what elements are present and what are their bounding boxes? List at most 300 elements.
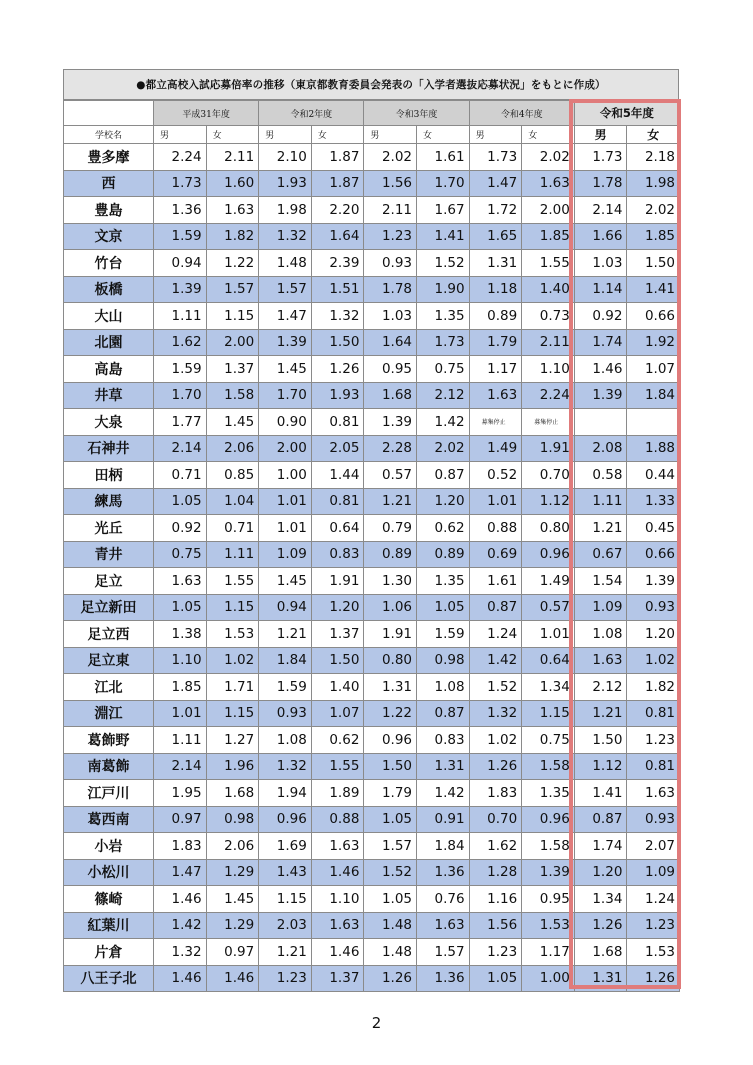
table-title: ●都立高校入試応募倍率の推移（東京都教育委員会発表の「入学者選抜応募状況」をもとに作成）: [63, 69, 679, 100]
male-ratio-cell: 1.83: [469, 780, 522, 807]
male-ratio-cell: 1.73: [154, 170, 207, 197]
table-row: [64, 435, 680, 462]
male-ratio-cell: 2.28: [364, 435, 417, 462]
female-ratio-cell: 1.55: [522, 250, 575, 277]
table-row: [64, 382, 680, 409]
male-header: 男: [364, 126, 417, 144]
female-ratio-cell: 2.02: [417, 435, 470, 462]
school-name-cell: 青井: [64, 541, 154, 568]
female-ratio-cell: 1.41: [627, 276, 680, 303]
female-ratio-cell: 1.58: [522, 833, 575, 860]
table-row: [64, 303, 680, 330]
female-ratio-cell: 1.39: [522, 859, 575, 886]
table-row: [64, 621, 680, 648]
male-ratio-cell: 0.90: [259, 409, 312, 436]
female-ratio-cell: 1.63: [311, 833, 364, 860]
female-ratio-cell: 1.34: [522, 674, 575, 701]
female-ratio-cell: 1.00: [522, 965, 575, 992]
female-ratio-cell: 1.42: [417, 409, 470, 436]
female-ratio-cell: 1.63: [522, 170, 575, 197]
female-ratio-cell: 1.04: [206, 488, 259, 515]
school-name-cell: 淵江: [64, 700, 154, 727]
male-ratio-cell: 1.28: [469, 859, 522, 886]
male-ratio-cell: 1.01: [259, 515, 312, 542]
male-ratio-cell: 1.59: [154, 223, 207, 250]
male-ratio-cell: 2.11: [364, 197, 417, 224]
male-ratio-cell: 1.48: [364, 912, 417, 939]
table-row: [64, 356, 680, 383]
male-ratio-cell: 1.68: [364, 382, 417, 409]
female-ratio-cell: 2.39: [311, 250, 364, 277]
male-ratio-cell: 1.00: [259, 462, 312, 489]
male-ratio-cell: 1.08: [259, 727, 312, 754]
female-ratio-cell: 2.11: [206, 144, 259, 171]
male-ratio-cell: 0.93: [364, 250, 417, 277]
female-ratio-cell: 1.40: [311, 674, 364, 701]
male-ratio-cell: 1.30: [364, 568, 417, 595]
female-ratio-cell: 1.98: [627, 170, 680, 197]
male-ratio-cell: 2.24: [154, 144, 207, 171]
school-name-cell: 紅葉川: [64, 912, 154, 939]
male-ratio-cell: 1.21: [259, 939, 312, 966]
female-ratio-cell: 2.12: [417, 382, 470, 409]
female-ratio-cell: 0.83: [417, 727, 470, 754]
ratio-table: [63, 100, 680, 992]
female-ratio-cell: 0.81: [627, 700, 680, 727]
female-ratio-cell: 0.75: [417, 356, 470, 383]
male-ratio-cell: 0.92: [154, 515, 207, 542]
school-name-cell: 大泉: [64, 409, 154, 436]
ratio-table-sheet: [63, 69, 679, 992]
male-ratio-cell: 1.77: [154, 409, 207, 436]
female-ratio-cell: 1.24: [627, 886, 680, 913]
year-header-r2: 令和2年度: [259, 101, 364, 126]
school-name-cell: 葛飾野: [64, 727, 154, 754]
female-ratio-cell: 1.33: [627, 488, 680, 515]
female-ratio-cell: 1.29: [206, 859, 259, 886]
female-ratio-cell: 2.00: [522, 197, 575, 224]
female-ratio-cell: 0.89: [417, 541, 470, 568]
table-row: [64, 250, 680, 277]
female-ratio-cell: 1.20: [417, 488, 470, 515]
school-name-cell: 石神井: [64, 435, 154, 462]
year-header-r3: 令和3年度: [364, 101, 469, 126]
female-ratio-cell: 0.75: [522, 727, 575, 754]
female-ratio-cell: 0.97: [206, 939, 259, 966]
female-ratio-cell: 1.90: [417, 276, 470, 303]
male-ratio-cell: 1.31: [574, 965, 627, 992]
female-ratio-cell: 1.60: [206, 170, 259, 197]
male-ratio-cell: 1.70: [154, 382, 207, 409]
male-ratio-cell: 1.09: [574, 594, 627, 621]
male-ratio-cell: 1.59: [154, 356, 207, 383]
male-ratio-cell: 0.67: [574, 541, 627, 568]
male-ratio-cell: 1.84: [259, 647, 312, 674]
male-header: 男: [574, 126, 627, 144]
male-ratio-cell: 1.01: [259, 488, 312, 515]
female-header: 女: [206, 126, 259, 144]
school-name-cell: 竹台: [64, 250, 154, 277]
table-row: [64, 727, 680, 754]
female-ratio-cell: 1.09: [627, 859, 680, 886]
female-ratio-cell: 1.84: [417, 833, 470, 860]
female-ratio-cell: 1.84: [627, 382, 680, 409]
male-ratio-cell: 1.54: [574, 568, 627, 595]
male-ratio-cell: 0.94: [259, 594, 312, 621]
male-ratio-cell: 募集停止: [469, 409, 522, 436]
female-ratio-cell: 1.15: [206, 594, 259, 621]
male-ratio-cell: 0.96: [364, 727, 417, 754]
table-row: [64, 833, 680, 860]
male-ratio-cell: 1.06: [364, 594, 417, 621]
female-ratio-cell: 1.08: [417, 674, 470, 701]
female-ratio-cell: 1.46: [311, 859, 364, 886]
male-ratio-cell: 1.45: [259, 356, 312, 383]
table-row: [64, 859, 680, 886]
male-ratio-cell: 1.63: [154, 568, 207, 595]
male-ratio-cell: 1.74: [574, 833, 627, 860]
female-ratio-cell: 1.45: [206, 886, 259, 913]
female-ratio-cell: 1.37: [311, 621, 364, 648]
table-row: [64, 594, 680, 621]
female-ratio-cell: 0.81: [627, 753, 680, 780]
table-row: [64, 939, 680, 966]
school-name-cell: 足立新田: [64, 594, 154, 621]
year-header-blank: [64, 101, 154, 126]
female-ratio-cell: 2.06: [206, 435, 259, 462]
male-ratio-cell: 1.52: [364, 859, 417, 886]
female-ratio-cell: 1.35: [417, 568, 470, 595]
female-ratio-cell: 1.15: [206, 700, 259, 727]
male-ratio-cell: 1.68: [574, 939, 627, 966]
male-ratio-cell: 2.02: [364, 144, 417, 171]
male-ratio-cell: 1.50: [574, 727, 627, 754]
female-ratio-cell: 0.71: [206, 515, 259, 542]
school-name-cell: 練馬: [64, 488, 154, 515]
school-name-cell: 井草: [64, 382, 154, 409]
male-ratio-cell: 1.61: [469, 568, 522, 595]
female-ratio-cell: 1.63: [417, 912, 470, 939]
table-row: [64, 806, 680, 833]
male-ratio-cell: 2.00: [259, 435, 312, 462]
female-ratio-cell: 1.50: [311, 647, 364, 674]
table-row: [64, 568, 680, 595]
female-ratio-cell: 1.37: [311, 965, 364, 992]
female-ratio-cell: 1.67: [417, 197, 470, 224]
female-ratio-cell: 1.37: [206, 356, 259, 383]
male-ratio-cell: 1.78: [364, 276, 417, 303]
school-name-cell: 足立西: [64, 621, 154, 648]
female-ratio-cell: 2.02: [522, 144, 575, 171]
school-name-cell: 豊島: [64, 197, 154, 224]
male-ratio-cell: 0.58: [574, 462, 627, 489]
female-ratio-cell: 2.07: [627, 833, 680, 860]
female-ratio-cell: 0.64: [311, 515, 364, 542]
table-row: [64, 462, 680, 489]
female-ratio-cell: 1.22: [206, 250, 259, 277]
female-ratio-cell: 1.41: [417, 223, 470, 250]
female-ratio-cell: 0.96: [522, 806, 575, 833]
male-ratio-cell: 1.21: [574, 515, 627, 542]
female-ratio-cell: 1.92: [627, 329, 680, 356]
table-row: [64, 223, 680, 250]
female-ratio-cell: 1.17: [522, 939, 575, 966]
school-name-cell: 小岩: [64, 833, 154, 860]
female-header: 女: [417, 126, 470, 144]
male-ratio-cell: 1.85: [154, 674, 207, 701]
male-ratio-cell: 1.93: [259, 170, 312, 197]
female-ratio-cell: 1.63: [627, 780, 680, 807]
female-ratio-cell: 1.35: [522, 780, 575, 807]
female-ratio-cell: 1.58: [522, 753, 575, 780]
female-ratio-cell: 1.85: [522, 223, 575, 250]
table-row: [64, 144, 680, 171]
male-ratio-cell: 1.66: [574, 223, 627, 250]
female-ratio-cell: [627, 409, 680, 436]
male-ratio-cell: 1.73: [469, 144, 522, 171]
female-ratio-cell: 0.87: [417, 700, 470, 727]
female-ratio-cell: 0.45: [627, 515, 680, 542]
male-ratio-cell: 1.42: [154, 912, 207, 939]
female-ratio-cell: 0.80: [522, 515, 575, 542]
male-ratio-cell: 1.56: [364, 170, 417, 197]
female-ratio-cell: 0.96: [522, 541, 575, 568]
female-ratio-cell: 0.98: [417, 647, 470, 674]
male-ratio-cell: 1.47: [259, 303, 312, 330]
female-ratio-cell: 0.93: [627, 806, 680, 833]
male-ratio-cell: 1.62: [154, 329, 207, 356]
female-ratio-cell: 0.62: [417, 515, 470, 542]
male-ratio-cell: 1.36: [154, 197, 207, 224]
table-row: [64, 488, 680, 515]
school-name-cell: 片倉: [64, 939, 154, 966]
male-ratio-cell: 1.24: [469, 621, 522, 648]
male-ratio-cell: 1.48: [259, 250, 312, 277]
male-ratio-cell: 1.23: [364, 223, 417, 250]
table-row: [64, 912, 680, 939]
male-ratio-cell: 1.16: [469, 886, 522, 913]
female-ratio-cell: 1.55: [206, 568, 259, 595]
male-ratio-cell: 1.48: [364, 939, 417, 966]
male-ratio-cell: 1.26: [364, 965, 417, 992]
table-row: [64, 886, 680, 913]
female-ratio-cell: 1.53: [627, 939, 680, 966]
male-ratio-cell: 0.94: [154, 250, 207, 277]
female-ratio-cell: 2.11: [522, 329, 575, 356]
female-ratio-cell: 1.45: [206, 409, 259, 436]
school-name-cell: 足立: [64, 568, 154, 595]
male-ratio-cell: 1.26: [469, 753, 522, 780]
female-ratio-cell: 1.15: [206, 303, 259, 330]
male-ratio-cell: 0.96: [259, 806, 312, 833]
female-ratio-cell: 1.10: [522, 356, 575, 383]
male-ratio-cell: 0.52: [469, 462, 522, 489]
male-ratio-cell: 1.46: [154, 886, 207, 913]
female-ratio-cell: 0.88: [311, 806, 364, 833]
male-ratio-cell: 1.18: [469, 276, 522, 303]
female-ratio-cell: 1.07: [627, 356, 680, 383]
female-ratio-cell: 1.61: [417, 144, 470, 171]
male-ratio-cell: 1.46: [154, 965, 207, 992]
female-ratio-cell: 1.15: [522, 700, 575, 727]
table-row: [64, 409, 680, 436]
male-ratio-cell: 0.71: [154, 462, 207, 489]
table-row: [64, 753, 680, 780]
male-ratio-cell: 0.89: [469, 303, 522, 330]
female-ratio-cell: 1.42: [417, 780, 470, 807]
male-ratio-cell: 1.08: [574, 621, 627, 648]
female-ratio-cell: 0.98: [206, 806, 259, 833]
male-ratio-cell: 2.10: [259, 144, 312, 171]
female-ratio-cell: 1.93: [311, 382, 364, 409]
female-ratio-cell: 1.32: [311, 303, 364, 330]
male-ratio-cell: 1.43: [259, 859, 312, 886]
table-row: [64, 170, 680, 197]
female-ratio-cell: 1.64: [311, 223, 364, 250]
male-ratio-cell: 1.03: [574, 250, 627, 277]
male-ratio-cell: [574, 409, 627, 436]
male-ratio-cell: 1.11: [154, 727, 207, 754]
female-ratio-cell: 1.40: [522, 276, 575, 303]
male-ratio-cell: 2.03: [259, 912, 312, 939]
male-ratio-cell: 0.88: [469, 515, 522, 542]
male-ratio-cell: 1.59: [259, 674, 312, 701]
school-name-cell: 豊多摩: [64, 144, 154, 171]
male-ratio-cell: 1.31: [469, 250, 522, 277]
female-ratio-cell: 募集停止: [522, 409, 575, 436]
male-ratio-cell: 1.26: [574, 912, 627, 939]
male-ratio-cell: 1.72: [469, 197, 522, 224]
male-ratio-cell: 0.79: [364, 515, 417, 542]
male-ratio-cell: 1.39: [259, 329, 312, 356]
male-ratio-cell: 1.57: [364, 833, 417, 860]
male-ratio-cell: 0.57: [364, 462, 417, 489]
female-ratio-cell: 1.59: [417, 621, 470, 648]
female-ratio-cell: 1.55: [311, 753, 364, 780]
male-ratio-cell: 1.12: [574, 753, 627, 780]
male-ratio-cell: 1.52: [469, 674, 522, 701]
male-ratio-cell: 2.14: [154, 435, 207, 462]
male-ratio-cell: 1.41: [574, 780, 627, 807]
male-ratio-cell: 1.21: [574, 700, 627, 727]
male-ratio-cell: 1.23: [259, 965, 312, 992]
female-ratio-cell: 1.35: [417, 303, 470, 330]
female-ratio-cell: 0.70: [522, 462, 575, 489]
female-ratio-cell: 1.53: [522, 912, 575, 939]
male-ratio-cell: 1.39: [154, 276, 207, 303]
male-ratio-cell: 1.78: [574, 170, 627, 197]
female-ratio-cell: 0.76: [417, 886, 470, 913]
school-name-cell: 田柄: [64, 462, 154, 489]
male-ratio-cell: 1.69: [259, 833, 312, 860]
female-ratio-cell: 2.05: [311, 435, 364, 462]
female-ratio-cell: 1.02: [627, 647, 680, 674]
male-ratio-cell: 1.42: [469, 647, 522, 674]
male-ratio-cell: 0.69: [469, 541, 522, 568]
female-ratio-cell: 1.89: [311, 780, 364, 807]
male-ratio-cell: 0.92: [574, 303, 627, 330]
school-name-cell: 江戸川: [64, 780, 154, 807]
female-ratio-cell: 1.71: [206, 674, 259, 701]
female-ratio-cell: 1.82: [627, 674, 680, 701]
female-ratio-cell: 0.81: [311, 488, 364, 515]
female-ratio-cell: 1.44: [311, 462, 364, 489]
female-header: 女: [522, 126, 575, 144]
male-ratio-cell: 1.83: [154, 833, 207, 860]
male-ratio-cell: 1.38: [154, 621, 207, 648]
female-ratio-cell: 0.66: [627, 541, 680, 568]
female-ratio-cell: 1.51: [311, 276, 364, 303]
female-ratio-cell: 2.02: [627, 197, 680, 224]
male-ratio-cell: 1.11: [154, 303, 207, 330]
table-row: [64, 700, 680, 727]
male-ratio-cell: 1.64: [364, 329, 417, 356]
female-ratio-cell: 1.05: [417, 594, 470, 621]
male-ratio-cell: 1.63: [574, 647, 627, 674]
table-row: [64, 276, 680, 303]
female-ratio-cell: 1.01: [522, 621, 575, 648]
female-ratio-cell: 1.82: [206, 223, 259, 250]
male-ratio-cell: 1.94: [259, 780, 312, 807]
male-ratio-cell: 1.32: [154, 939, 207, 966]
female-ratio-cell: 1.88: [627, 435, 680, 462]
male-ratio-cell: 1.21: [259, 621, 312, 648]
male-header: 男: [154, 126, 207, 144]
female-ratio-cell: 0.95: [522, 886, 575, 913]
male-ratio-cell: 0.89: [364, 541, 417, 568]
female-ratio-cell: 1.68: [206, 780, 259, 807]
male-ratio-cell: 1.74: [574, 329, 627, 356]
male-ratio-cell: 1.01: [154, 700, 207, 727]
school-name-cell: 篠崎: [64, 886, 154, 913]
male-ratio-cell: 1.95: [154, 780, 207, 807]
female-ratio-cell: 1.87: [311, 144, 364, 171]
table-body: [64, 144, 680, 992]
school-name-cell: 北園: [64, 329, 154, 356]
male-ratio-cell: 2.14: [154, 753, 207, 780]
male-ratio-cell: 2.12: [574, 674, 627, 701]
female-ratio-cell: 0.83: [311, 541, 364, 568]
female-ratio-cell: 1.57: [417, 939, 470, 966]
male-ratio-cell: 1.05: [469, 965, 522, 992]
male-ratio-cell: 0.93: [259, 700, 312, 727]
male-ratio-cell: 1.21: [364, 488, 417, 515]
female-ratio-cell: 1.07: [311, 700, 364, 727]
female-ratio-cell: 0.93: [627, 594, 680, 621]
female-ratio-cell: 1.96: [206, 753, 259, 780]
male-ratio-cell: 0.97: [154, 806, 207, 833]
male-ratio-cell: 1.45: [259, 568, 312, 595]
male-ratio-cell: 1.11: [574, 488, 627, 515]
male-ratio-cell: 1.98: [259, 197, 312, 224]
female-ratio-cell: 1.27: [206, 727, 259, 754]
school-name-cell: 高島: [64, 356, 154, 383]
male-ratio-cell: 1.05: [364, 886, 417, 913]
male-ratio-cell: 1.02: [469, 727, 522, 754]
male-ratio-cell: 1.73: [574, 144, 627, 171]
male-ratio-cell: 0.80: [364, 647, 417, 674]
female-ratio-cell: 0.87: [417, 462, 470, 489]
female-ratio-cell: 1.58: [206, 382, 259, 409]
male-ratio-cell: 1.91: [364, 621, 417, 648]
male-ratio-cell: 1.05: [364, 806, 417, 833]
female-ratio-cell: 1.91: [311, 568, 364, 595]
page-number: 2: [371, 1014, 382, 1032]
male-ratio-cell: 1.20: [574, 859, 627, 886]
school-name-cell: 大山: [64, 303, 154, 330]
female-ratio-cell: 1.23: [627, 727, 680, 754]
male-ratio-cell: 1.57: [259, 276, 312, 303]
